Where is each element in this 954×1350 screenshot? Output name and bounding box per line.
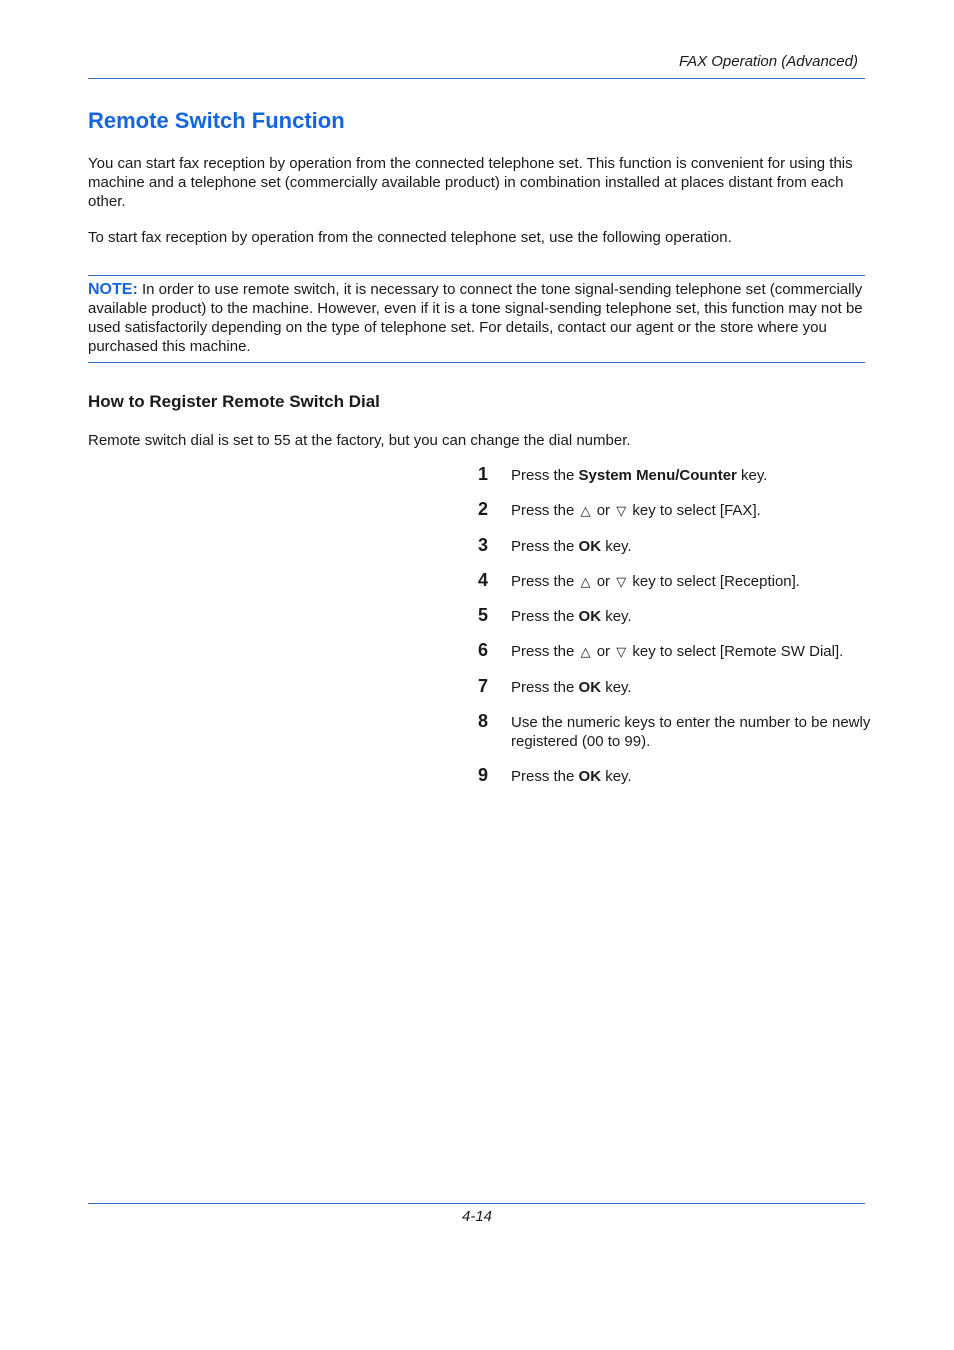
key-name: System Menu/Counter xyxy=(578,467,737,484)
note-box xyxy=(88,280,868,356)
footer-rule xyxy=(88,1203,865,1204)
step-text: Press the △ or ▽ key to select [FAX]. xyxy=(511,502,761,519)
step-number: 7 xyxy=(478,676,489,696)
step-text: Press the OK key. xyxy=(511,768,632,785)
step-number: 4 xyxy=(478,570,489,590)
running-header: FAX Operation (Advanced) xyxy=(679,53,858,70)
key-name: OK xyxy=(578,608,602,625)
header-rule xyxy=(88,78,865,79)
up-arrow-icon: △ xyxy=(580,574,591,589)
step-text: Press the △ or ▽ key to select [Remote SW Dial]. xyxy=(511,643,844,660)
step-number: 5 xyxy=(478,605,489,625)
intro-paragraph-1: You can start fax reception by operation from the connected telephone set. This function is convenient for using this machine and a telephone set (commercially available product) in combination installed at places distant from each other. xyxy=(88,155,853,210)
step-number: 3 xyxy=(478,535,489,555)
step-number: 6 xyxy=(478,640,489,660)
down-arrow-icon: ▽ xyxy=(616,644,627,659)
down-arrow-icon: ▽ xyxy=(616,503,627,518)
step-text: Press the OK key. xyxy=(511,679,632,696)
step-number: 8 xyxy=(478,711,489,731)
down-arrow-icon: ▽ xyxy=(616,574,627,589)
up-arrow-icon: △ xyxy=(580,503,591,518)
step-text: Use the numeric keys to enter the number to be newly registered (00 to 99). xyxy=(511,714,871,750)
note-bottom-rule xyxy=(88,362,865,363)
page-number: 4-14 xyxy=(461,1208,493,1225)
key-name: OK xyxy=(578,538,602,555)
up-arrow-icon: △ xyxy=(580,644,591,659)
step-text: Press the System Menu/Counter key. xyxy=(511,467,768,484)
intro-paragraph-2: To start fax reception by operation from the connected telephone set, use the following operation. xyxy=(88,229,732,246)
dial-info-paragraph: Remote switch dial is set to 55 at the factory, but you can change the dial number. xyxy=(88,432,631,449)
note-label: NOTE: xyxy=(88,281,138,298)
step-number: 2 xyxy=(478,499,489,519)
note-text: In order to use remote switch, it is necessary to connect the tone signal-sending telephone set (commercially available product) to the machine. However, even if it is a tone signal-sending telephone set, this function may not be used satisfactorily depending on the type of telephone set. For details, contact our agent or the store where you purchased this machine. xyxy=(88,281,863,355)
note-top-rule xyxy=(88,275,865,276)
step-number: 9 xyxy=(478,765,489,785)
subsection-title: How to Register Remote Switch Dial xyxy=(88,392,380,411)
key-name: OK xyxy=(578,679,602,696)
key-name: OK xyxy=(578,768,602,785)
step-text: Press the OK key. xyxy=(511,538,632,555)
step-number: 1 xyxy=(478,464,489,484)
step-text: Press the OK key. xyxy=(511,608,632,625)
step-text: Press the △ or ▽ key to select [Reception]. xyxy=(511,573,800,590)
page-title: Remote Switch Function xyxy=(88,108,345,133)
